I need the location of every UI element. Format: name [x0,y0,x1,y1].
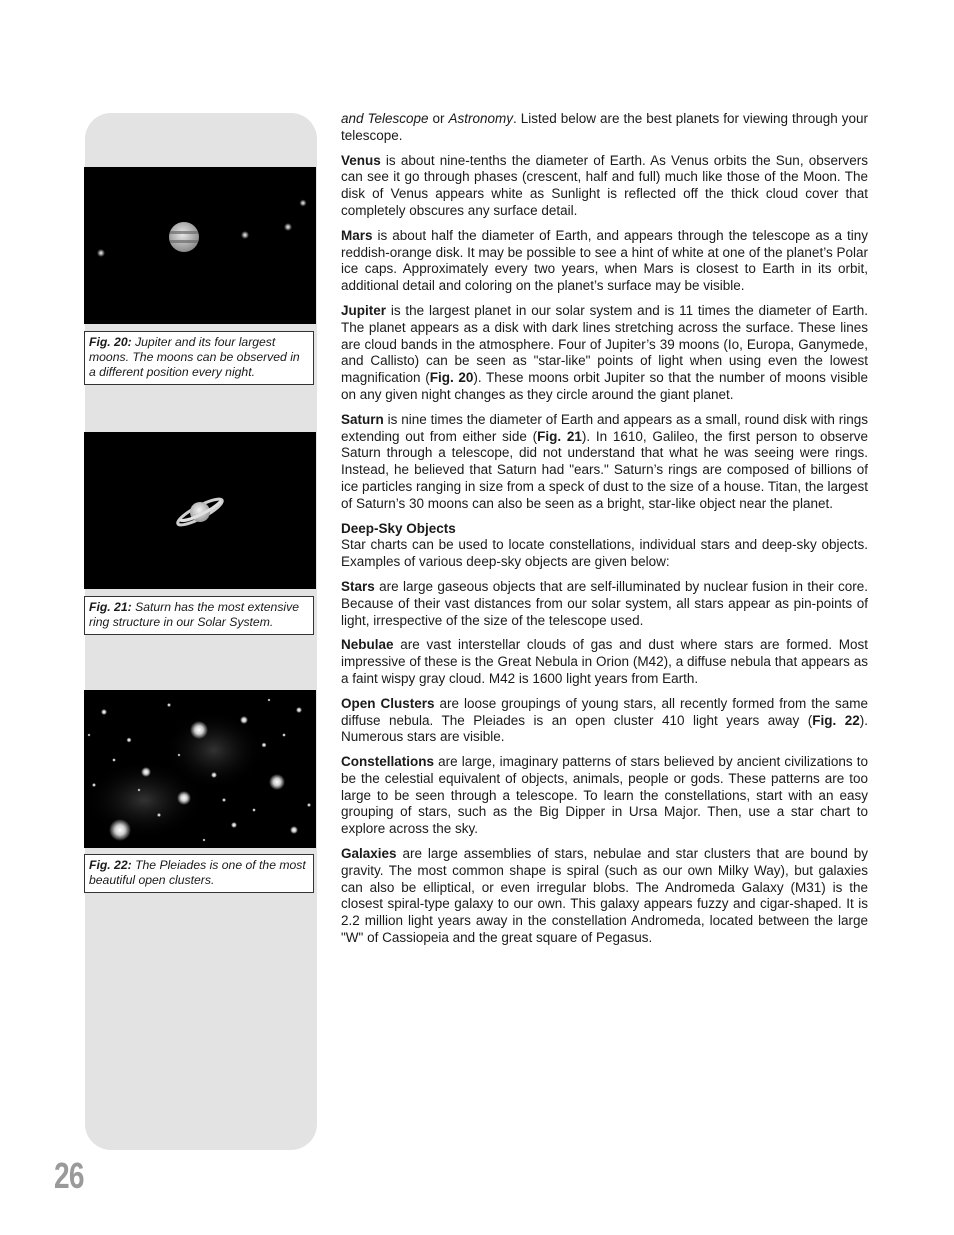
saturn-photo [84,432,316,589]
pleiades-photo [84,690,316,848]
galaxies-paragraph: Galaxies are large assemblies of stars, nebulae and star clusters that are bound by gravity. The most common shape is spiral (such as our own Milky Way), but galaxies can also be elliptical, or even irregular blobs. The Andromeda Galaxy (M31) is the closest spiral-type galaxy to our own. This galaxy appears fuzzy and cigar-shaped. It is 2.2 million light years away in the constellation Andromeda, located between the large "W" of Cassiopeia and the great square of Pegasus. [341,846,868,946]
page-number: 26 [54,1155,84,1196]
intro-paragraph: and Telescope or Astronomy. Listed below are the best planets for viewing through your telescope. [341,111,868,143]
jupiter-paragraph: Jupiter is the largest planet in our solar system and is 11 times the diameter of Earth. The planet appears as a disk with dark lines stretching across the surface. These lines are cloud bands in the atmosphere. Four of Jupiter’s 39 moons (Io, Europa, Ganymede, and Callisto) can be seen as "star-like" points of light when using even the lowest magnification (Fig. 20). These moons orbit Jupiter so that the number of moons visible on any given night changes as they circle around the giant planet. [341,302,868,402]
deep-sky-heading: Deep-Sky Objects [341,520,456,536]
deep-sky-paragraph: Deep-Sky Objects Star charts can be used to locate constellations, individual stars and deep-sky objects. Examples of various deep-sky objects are given below: [341,520,868,570]
figure-20-caption: Fig. 20: Jupiter and its four largest moons. The moons can be observed in a different position every night. [84,331,314,385]
constellations-paragraph: Constellations are large, imaginary patterns of stars believed by ancient civilizations to be the celestial equivalent of objects, animals, people or gods. These patterns are too large to be seen through a telescope. To learn the constellations, start with an easy grouping of stars, such as the Big Dipper in Ursa Major. Then, use a star chart to explore across the sky. [341,754,868,837]
stars-paragraph: Stars are large gaseous objects that are self-illuminated by nuclear fusion in their core. Because of their vast distances from our solar system, all stars appear as pin-points of light, irrespective of the size of the telescope used. [341,578,868,628]
nebulae-paragraph: Nebulae are vast interstellar clouds of gas and dust where stars are formed. Most impressive of these is the Great Nebula in Orion (M42), a diffuse nebula that appears as a faint wispy gray cloud. M42 is 1600 light years from Earth. [341,637,868,686]
jupiter-photo [84,167,316,324]
figure-21-caption: Fig. 21: Saturn has the most extensive ring structure in our Solar System. [84,596,314,635]
saturn-paragraph: Saturn is nine times the diameter of Earth and appears as a small, round disk with rings extending out from either side (Fig. 21). In 1610, Galileo, the first person to observe Saturn through a telescope, did not understand that what he was seeing were rings. Instead, he believed that Saturn had "ears." Saturn’s rings are composed of billions of ice particles ranging in size from a speck of dust to the size of a house. Titan, the largest of Saturn’s 30 moons can also be seen as a bright, star-like object near the planet. [341,411,868,511]
main-body-text [341,111,868,955]
venus-paragraph: Venus is about nine-tenths the diameter of Earth. As Venus orbits the Sun, observers can see it go through phases (crescent, half and full) much like those of the Moon. The disk of Venus appears white as Sunlight is reflected off the thick cloud cover that completely obscures any surface detail. [341,152,868,218]
open-clusters-paragraph: Open Clusters are loose groupings of young stars, all recently formed from the same diffuse nebula. The Pleiades is an open cluster 410 light years away (Fig. 22). Numerous stars are visible. [341,695,868,745]
figure-22-caption: Fig. 22: The Pleiades is one of the most beautiful open clusters. [84,854,314,893]
mars-paragraph: Mars is about half the diameter of Earth, and appears through the telescope as a tiny reddish-orange disk. It may be possible to see a hint of white at one of the planet’s Polar ice caps. Approximately every two years, when Mars is closest to Earth in its orbit, additional detail and coloring on the planet’s surface may be visible. [341,227,868,294]
